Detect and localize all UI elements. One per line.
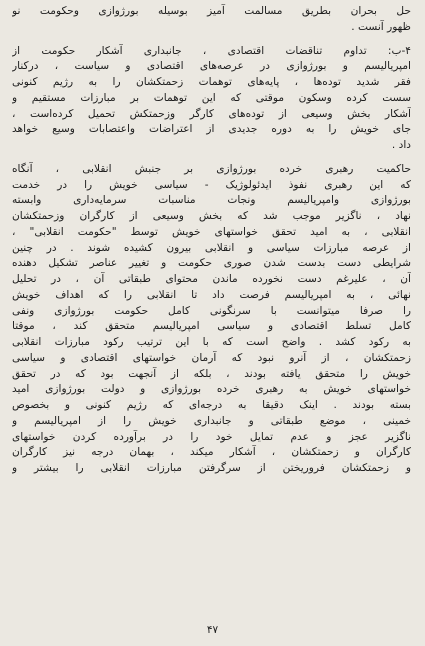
- text-line: انقلابی ، به امید تحقق خواستهای خویش توسط "حکومت انقلابی" ،: [12, 225, 411, 238]
- page-number: ۴۷: [206, 624, 219, 636]
- text-line: جای خویش را به دوره جدیدی از اعتراضات واعتصابات وسیع خواهد: [12, 123, 411, 136]
- text-line: ناگزیر عجز و عدم تمایل خود را در برآورده کردن خواستهای: [12, 430, 411, 443]
- text-line: نهائی ، به امپریالیسم فرصت داد تا انقلابی را که اهداف خویش: [12, 288, 411, 301]
- text-line: آشکار بخش وسیعی از توده‌های کارگر وزحمتکش تحمیل کرده‌است ،: [12, 107, 411, 120]
- text-line: به رکود کشد . واضح است که با این ترتیب رکود مبارزات انقلابی: [12, 336, 411, 348]
- text-line: آن ، علیرغم دست نخورده ماندن محتوای طبقاتی آن ، در تحلیل: [12, 273, 411, 285]
- text-line: نهاد ، ناگزیر موجب شد که بخش وسیعی از کارگران وزحمتکشان: [12, 210, 411, 222]
- paragraph-2: [12, 44, 411, 154]
- text-line: سست کرده وسکون موقتی که این توهمات بر مبارزات مستقیم و: [12, 91, 411, 104]
- text-line: کامل تسلط اقتصادی و سیاسی امپریالیسم متحقق کند ، موقتا: [12, 320, 411, 333]
- paragraph-1: [12, 4, 411, 36]
- text-line: حاکمیت رهبری خرده بورژوازی بر جنبش انقلابی ، آنگاه: [12, 162, 411, 175]
- text-line: از عرصه مبارزات سیاسی و انقلابی بیرون کشیده شوند . در چنین: [12, 241, 411, 254]
- text-line: بورژوازی وامپریالیسم ونجات مناسبات سرمایه‌داری وابسته: [12, 194, 411, 207]
- text-line: داد .: [391, 139, 411, 151]
- text-line: خمینی ، موضع طبقاتی و جانبداری خویش را از امپریالیسم و: [12, 414, 411, 427]
- text-line: زحمتکشان ، از آنرو نبود که آرمان خواستهای اقتصادی و سیاسی: [12, 351, 411, 364]
- text-line: خویش را متحقق یافته بودند ، بلکه از آنجهت بود که در تحقق: [12, 367, 411, 380]
- text-line: که این رهبری نفوذ ایدئولوژیک - سیاسی خویش را در خدمت: [12, 178, 411, 191]
- text-line: خواستهای خویش به رهبری خرده بورژوازی و دولت بورژوازی امید: [12, 383, 411, 396]
- text-line: ظهور آنست .: [351, 20, 411, 33]
- text-line: و زحمتکشان فروریختن از سرگرفتن مبارزات انقلابی را بیشتر و: [12, 462, 411, 474]
- text-line: را صرفا میتوانست با سرنگونی کامل حکومت بورژوازی ونفی: [12, 304, 411, 317]
- text-line: امپریالیسم و بورژوازی در عرصه‌های اقتصادی و سیاست ، درکنار: [12, 60, 411, 73]
- text-line: حل بحران بطریق مسالمت آمیز بوسیله بورژوازی وحکومت نو: [12, 5, 411, 17]
- text-line: شرایطی دست بدست شدن صوری حکومت و تغییر عناصر تشکیل دهنده: [12, 257, 411, 270]
- text-line: بسته بودند . اینک دقیقا به درجه‌ای که رژیم کنونی و بخصوص: [12, 399, 411, 411]
- text-line: فقر شدید توده‌ها ، پایه‌های توهمات زحمتکشان را به رژیم کنونی: [12, 76, 411, 88]
- section-heading-line: ۴-ب: تداوم تناقضات اقتصادی ، جانبداری آشکار حکومت از: [12, 44, 411, 57]
- paragraph-3: [12, 162, 411, 477]
- text-line: کارگران و زحمتکشان ، آشکار میکند ، بهمان درجه نیز کارگران: [12, 446, 411, 459]
